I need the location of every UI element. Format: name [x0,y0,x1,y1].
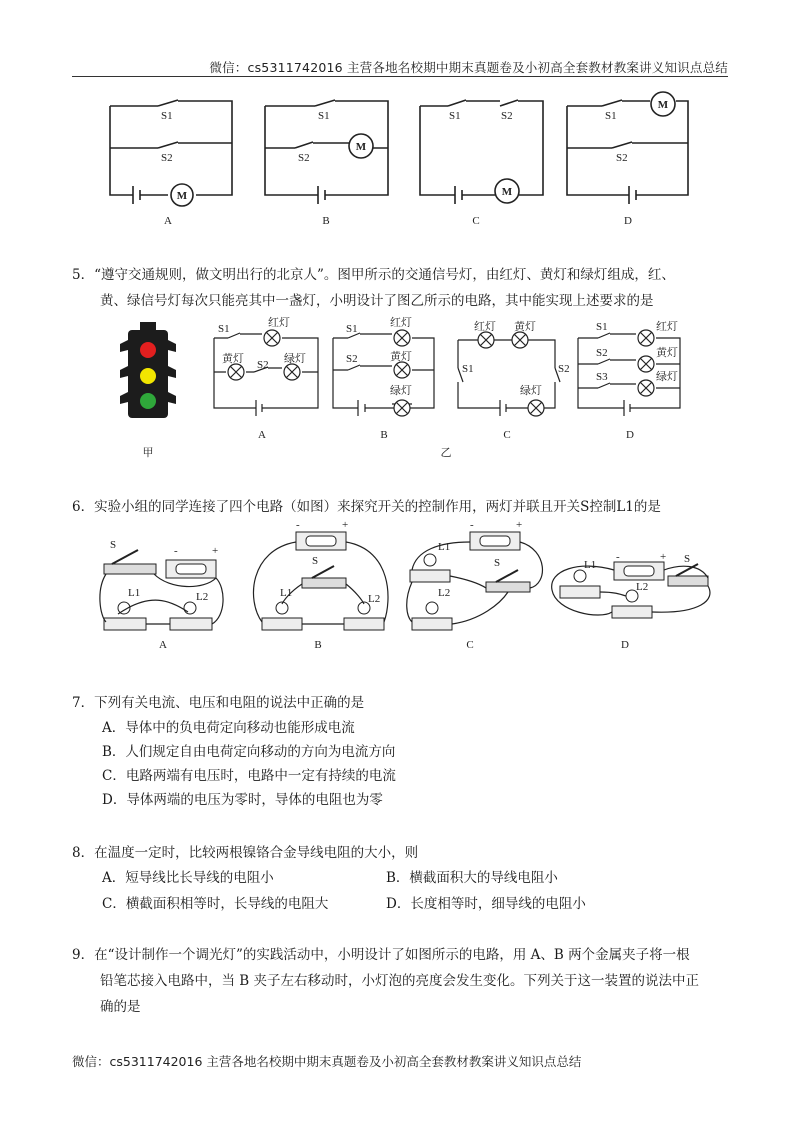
question-9: 9．在“设计制作一个调光灯”的实践活动中，小明设计了如图所示的电路，用 A、B 两个金属夹子将一根 铅笔芯接入电路中，当 B 夹子左右移动时，小灯泡的亮度会发生变化。下列关于这一装置的说法中正 确的是 [72,947,700,1015]
svg-text:B: B [380,429,388,441]
question-6: 6．实验小组的同学连接了四个电路（如图）来探究开关的控制作用，两灯并联且开关S控制L1的是 [72,499,661,515]
svg-text:黄灯: 黄灯 [656,347,678,359]
q8-option-a: A．短导线比长导线的电阻小 [102,870,274,886]
q5-circuit-b [333,315,434,441]
svg-text:L1: L1 [438,541,451,553]
svg-text:-: - [296,519,300,531]
svg-text:绿灯: 绿灯 [656,371,678,383]
svg-text:B: B [314,639,322,651]
svg-text:S: S [312,555,319,567]
svg-text:S: S [494,557,501,569]
svg-text:D: D [624,215,632,227]
page-header: 微信：cs5311742016 主营各地名校期中期末真题卷及小初高全套教材教案讲义知识点总结 [209,60,728,75]
svg-text:M: M [657,99,669,111]
svg-text:L2: L2 [438,587,451,599]
q6-circuit-c [407,519,543,651]
svg-text:S: S [684,553,691,565]
svg-text:红灯: 红灯 [268,317,290,329]
q7-option-c: C．电路两端有电压时，电路中一定有持续的电流 [102,768,396,784]
svg-text:-: - [616,551,620,563]
q5-circuit-c [458,319,570,441]
svg-text:S2: S2 [596,347,608,359]
svg-text:黄灯: 黄灯 [390,351,412,363]
question-8: 8．在温度一定时，比较两根镍铬合金导线电阻的大小，则 [72,845,419,861]
question-text-cont: 黄、绿信号灯每次只能亮其中一盏灯，小明设计了图乙所示的电路，其中能实现上述要求的是 [100,293,654,309]
svg-text:+: + [516,519,523,531]
q4-circuit-d [567,92,688,227]
svg-text:S2: S2 [558,363,570,375]
svg-text:S1: S1 [161,110,173,122]
svg-text:L2: L2 [368,593,381,605]
traffic-light-image [120,322,176,459]
svg-text:M: M [501,186,513,198]
svg-text:C: C [503,429,511,441]
svg-text:-: - [470,519,474,531]
svg-text:A: A [258,429,266,441]
q4-circuit-b [265,100,388,227]
svg-text:L1: L1 [584,559,597,571]
question-number: 5． [72,267,95,283]
q7-option-a: A．导体中的负电荷定向移动也能形成电流 [102,720,355,736]
q7-option-d: D．导体两端的电压为零时，导体的电阻也为零 [102,792,383,808]
svg-text:+: + [660,551,667,563]
svg-text:S2: S2 [346,353,358,365]
svg-text:S2: S2 [298,152,310,164]
q7-option-b: B．人们规定自由电荷定向移动的方向为电流方向 [102,744,396,760]
svg-text:+: + [212,545,219,557]
svg-text:L1: L1 [128,587,141,599]
svg-text:S1: S1 [346,323,358,335]
figure-yi-label: 乙 [440,447,452,459]
page-footer: 微信：cs5311742016 主营各地名校期中期末真题卷及小初高全套教材教案讲义知识点总结 [72,1054,582,1069]
question-text: 在温度一定时，比较两根镍铬合金导线电阻的大小，则 [94,845,419,861]
q5-circuit-a [214,315,318,441]
question-text: 在“设计制作一个调光灯”的实践活动中，小明设计了如图所示的电路，用 A、B 两个金属夹子将一根 [94,947,690,963]
svg-text:C: C [466,639,474,651]
svg-text:S1: S1 [462,363,474,375]
svg-text:S1: S1 [318,110,330,122]
q5-circuit-d [578,319,680,441]
q6-figure [0,520,800,660]
svg-text:C: C [472,215,480,227]
svg-text:S3: S3 [596,371,608,383]
svg-text:S: S [110,539,117,551]
svg-text:B: B [322,215,330,227]
svg-text:S2: S2 [616,152,628,164]
q4-circuits-figure [0,0,800,240]
svg-text:S2: S2 [257,359,269,371]
q5-figure [0,310,800,460]
svg-text:红灯: 红灯 [656,321,678,333]
svg-text:L2: L2 [636,581,649,593]
svg-text:L1: L1 [280,587,293,599]
svg-text:-: - [174,545,178,557]
svg-text:黄灯: 黄灯 [514,321,536,333]
svg-text:绿灯: 绿灯 [284,353,306,365]
svg-text:D: D [621,639,629,651]
question-7: 7．下列有关电流、电压和电阻的说法中正确的是 [72,695,365,711]
q4-circuit-c [420,100,543,227]
q8-option-d: D．长度相等时，细导线的电阻小 [386,896,586,912]
svg-text:A: A [164,215,172,227]
question-5 [72,262,728,314]
q8-option-b: B．横截面积大的导线电阻小 [386,870,558,886]
svg-text:D: D [626,429,634,441]
svg-text:S1: S1 [596,321,608,333]
question-text: 实验小组的同学连接了四个电路（如图）来探究开关的控制作用，两灯并联且开关S控制L1的是 [94,499,661,515]
svg-text:甲: 甲 [142,447,154,459]
svg-text:红灯: 红灯 [390,317,412,329]
svg-text:A: A [159,639,167,651]
svg-text:红灯: 红灯 [474,321,496,333]
svg-text:S1: S1 [449,110,461,122]
svg-text:M: M [355,141,367,153]
svg-text:L2: L2 [196,591,209,603]
q6-circuit-d [552,551,710,651]
svg-text:绿灯: 绿灯 [390,385,412,397]
question-text: “遵守交通规则，做文明出行的北京人”。图甲所示的交通信号灯，由红灯、黄灯和绿灯组成，红、 [94,267,675,283]
question-text: 下列有关电流、电压和电阻的说法中正确的是 [94,695,365,711]
svg-text:S1: S1 [605,110,617,122]
motor-label: M [176,190,188,202]
svg-text:绿灯: 绿灯 [520,385,542,397]
svg-text:S2: S2 [161,152,173,164]
svg-text:S1: S1 [218,323,230,335]
svg-text:黄灯: 黄灯 [222,353,244,365]
q4-circuit-a [110,100,232,227]
q6-circuit-a [100,539,223,651]
q8-option-c: C．横截面积相等时，长导线的电阻大 [102,896,329,912]
svg-text:S2: S2 [501,110,513,122]
svg-text:+: + [342,519,349,531]
q6-circuit-b [253,519,388,651]
